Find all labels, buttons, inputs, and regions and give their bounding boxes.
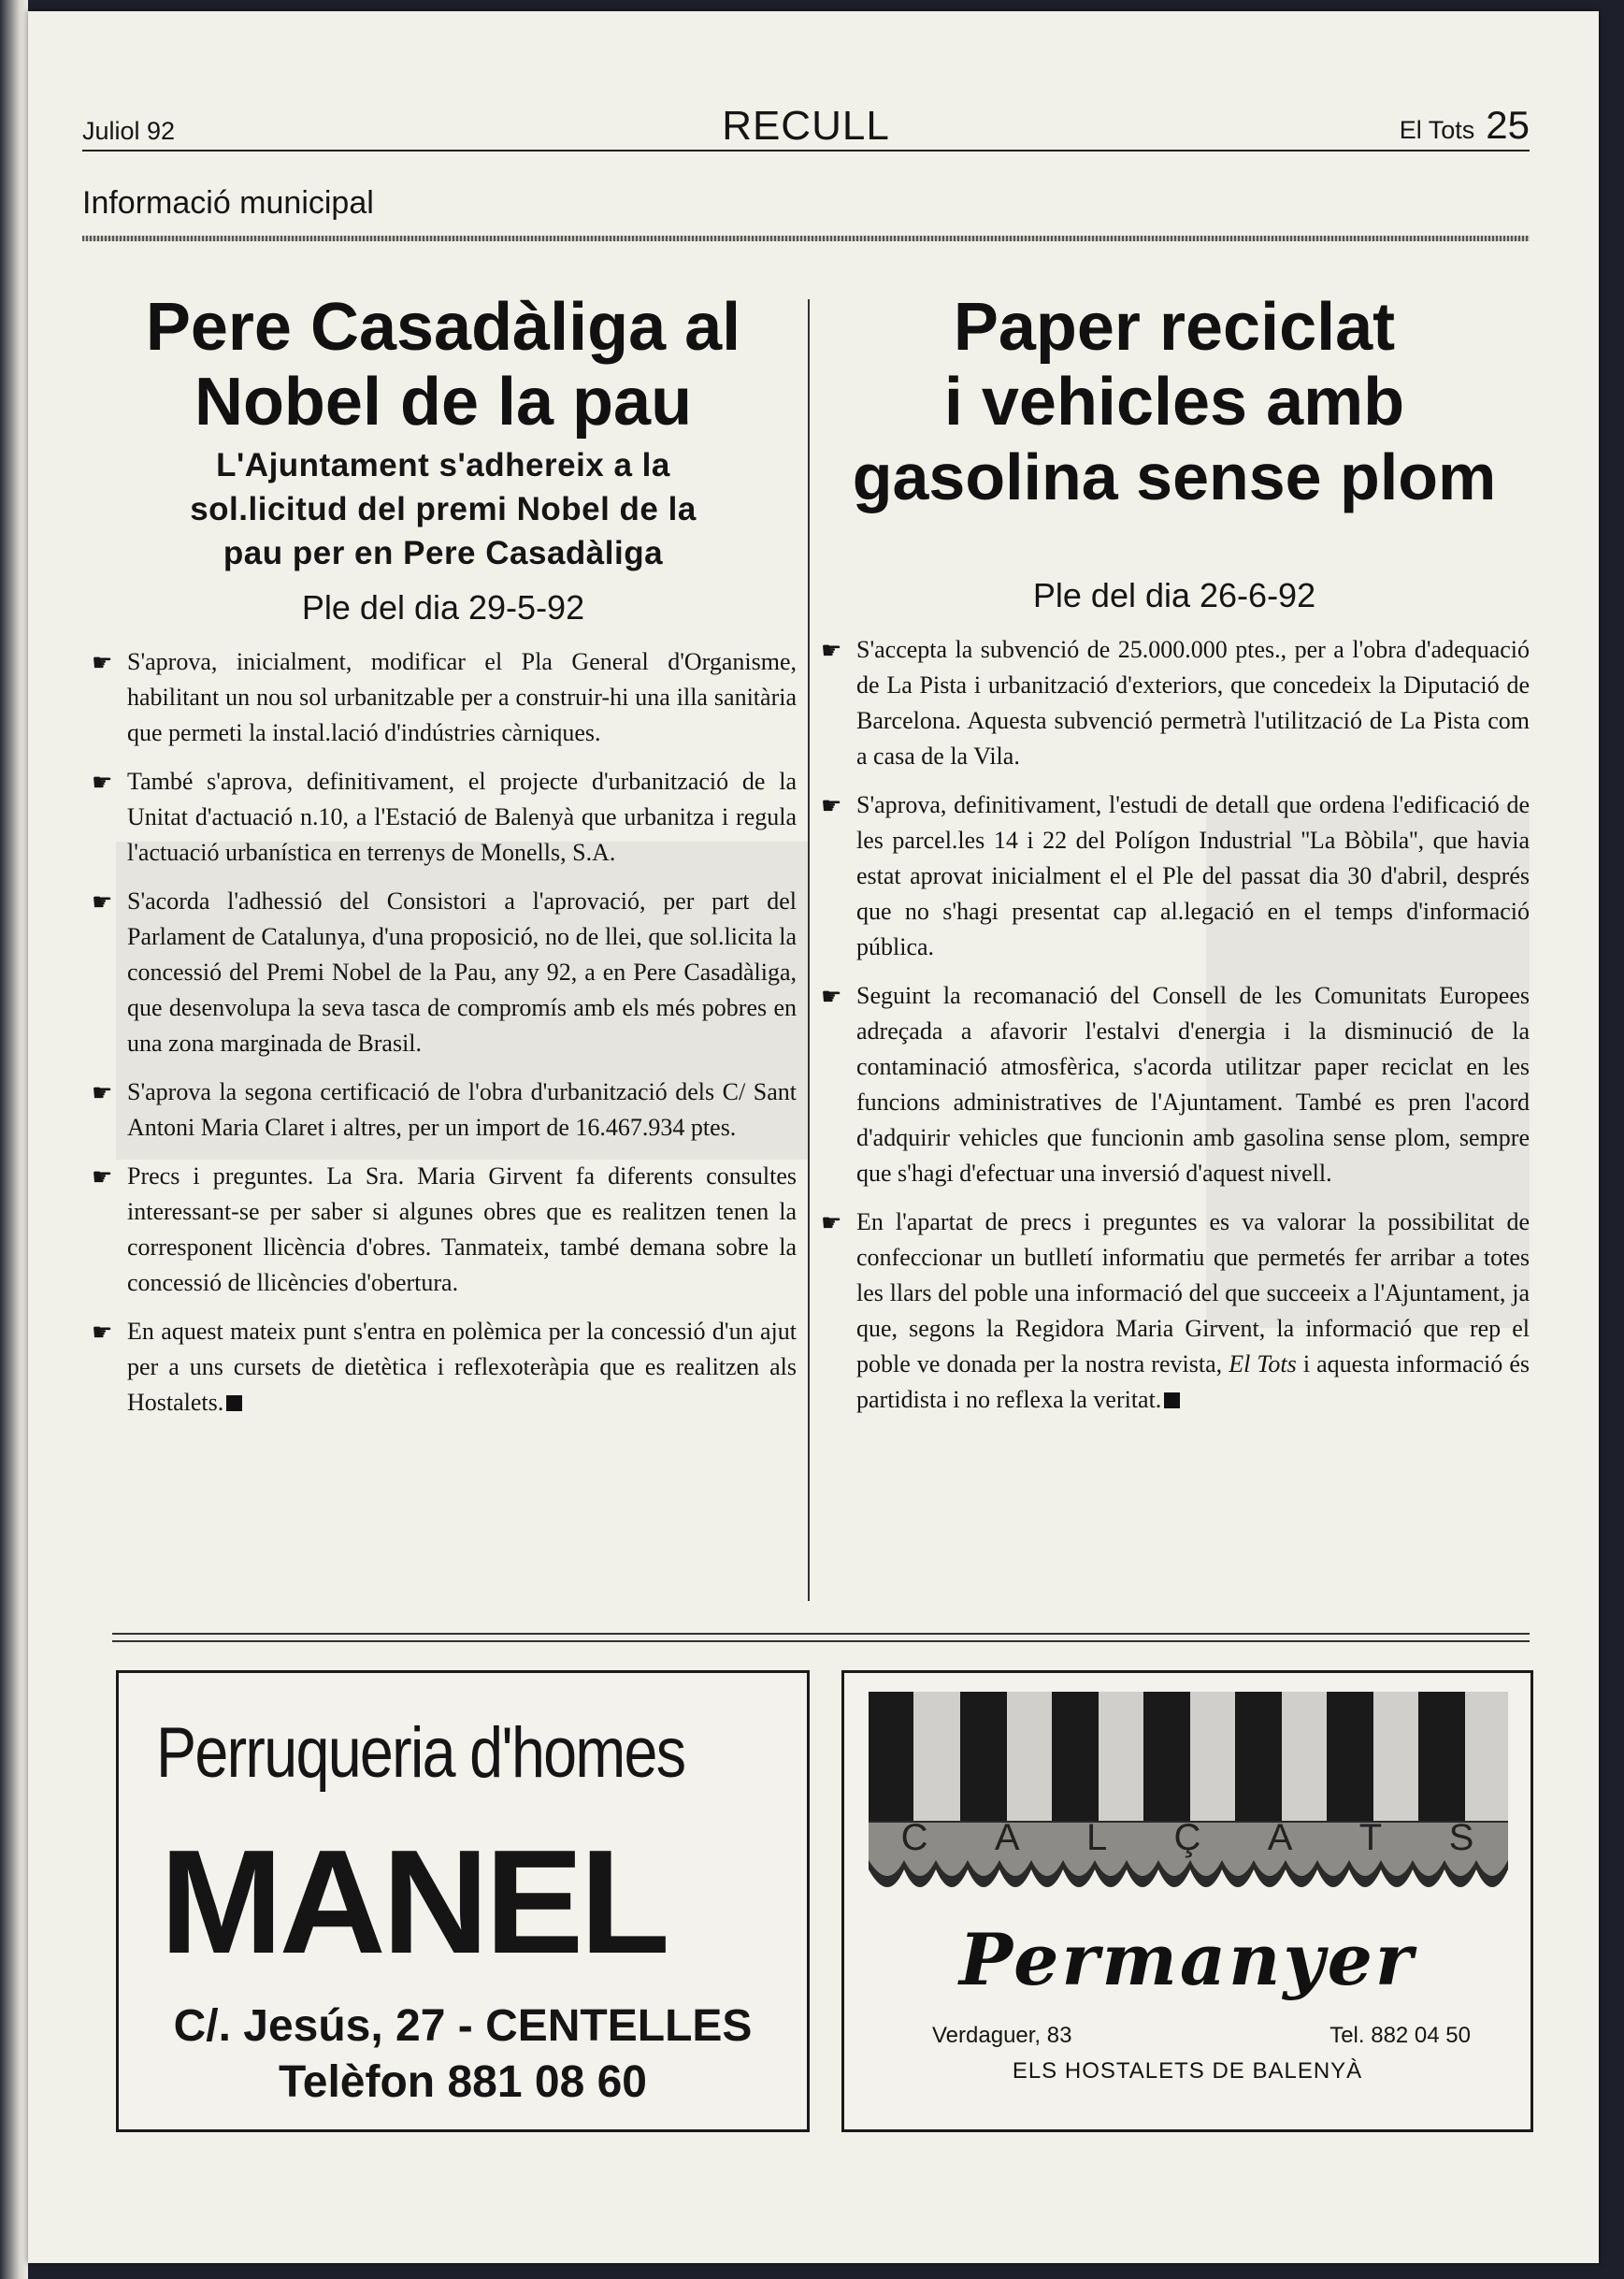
awning-letter: S [1448, 1817, 1476, 1858]
item-text: Precs i preguntes. La Sra. Maria Girvent fa diferents consultes interessant-se per saber si algunes obres que es realitzen tenen la corresponent llicència d'obres. Tanmateix, també demana sobre la concessió de llicències d'obertura. [127, 1162, 797, 1296]
issue-date: Juliol 92 [82, 117, 176, 145]
pointing-hand-icon: ☛ [92, 1163, 113, 1190]
list-item [90, 1314, 797, 1421]
list-item [819, 1204, 1530, 1418]
headline-line: Paper reciclat [953, 290, 1396, 365]
ad-phone: Tel. 882 04 50 [1329, 2023, 1471, 2048]
headline-line: Nobel de la pau [194, 365, 693, 440]
right-headline [819, 290, 1530, 514]
pointing-hand-icon: ☛ [821, 637, 842, 664]
pointing-hand-icon: ☛ [92, 1319, 113, 1346]
item-text: En aquest mateix punt s'entra en polèmica per la concessió d'un ajut per a uns cursets de dietètica i reflexoteràpia que es realitzen als Hostalets. [127, 1318, 797, 1416]
awning-letter: T [1358, 1817, 1385, 1858]
ads-rule [112, 1640, 1530, 1642]
pointing-hand-icon: ☛ [92, 888, 113, 916]
awning-letter: A [1267, 1817, 1295, 1858]
end-square-icon [1164, 1392, 1180, 1408]
pointing-hand-icon: ☛ [821, 792, 842, 819]
publication-name: El Tots [1399, 116, 1475, 144]
headline-line: gasolina sense plom [852, 440, 1497, 513]
ad-address: C/. Jesús, 27 - CENTELLES [173, 2001, 753, 2051]
header-rule [82, 150, 1530, 151]
barber-ad [116, 1670, 810, 2132]
list-item [90, 764, 797, 871]
item-text: S'accepta la subvenció de 25.000.000 ptes., per a l'obra d'adequació de La Pista i urbanització d'exteriors, que concedeix la Diputació de Barcelona. Aquesta subvenció permetrà l'utilització de La Pista com a casa de la Vila. [856, 636, 1530, 770]
item-text: S'acorda l'adhessió del Consistori a l'aprovació, per part del Parlament de Catalunya, d'una proposició, no de llei, que sol.licita la concessió del Premi Nobel de la Pau, any 92, a en Pere Casadàliga, que desenvolupa la seva tasca de compromís amb els més pobres en una zona marginada de Brasil. [127, 887, 797, 1057]
left-session-date: Ple del dia 29-5-92 [301, 588, 585, 627]
item-text: S'aprova la segona certificació de l'obra d'urbanització dels C/ Sant Antoni Maria Claret i altres, per un import de 16.467.934 ptes. [127, 1078, 797, 1141]
pointing-hand-icon: ☛ [92, 769, 113, 796]
pointing-hand-icon: ☛ [92, 649, 113, 676]
list-item [819, 787, 1530, 965]
subhead-line: L'Ajuntament s'adhereix a la [216, 447, 670, 483]
section-title: RECULL [722, 103, 890, 149]
awning-letter: A [994, 1817, 1022, 1858]
ad-address: Verdaguer, 83 [932, 2023, 1072, 2048]
list-item [90, 644, 797, 751]
awning-letter: C [900, 1817, 930, 1858]
shoe-store-ad [841, 1670, 1533, 2132]
item-text: S'aprova, definitivament, l'estudi de detall que ordena l'edificació de les parcel.les 14 i 22 del Polígon Industrial ''La Bòbila'', que havia estat aprovat inicialment el el Ple del passat dia 30 d'abril, després que no s'hagi presentat cap al.legació en el temps d'informació pública. [856, 791, 1530, 960]
pointing-hand-icon: ☛ [92, 1079, 113, 1106]
brand-logo: Permanyer [959, 1918, 1416, 2001]
end-square-icon [226, 1395, 242, 1411]
list-item [90, 1075, 797, 1146]
page-info [1400, 103, 1530, 148]
list-item [819, 978, 1530, 1191]
item-text: i aquesta informació és partidista i no reflexa la veritat. [856, 1350, 1530, 1413]
item-text: S'aprova, inicialment, modificar el Pla General d'Organisme, habilitant un nou sol urbanitzable per a construir-hi una illa sanitària que permeti la instal.lació d'indústries càrniques. [127, 648, 797, 746]
ad-tagline: Perruqueria d'homes [156, 1713, 685, 1793]
headline-line: Pere Casadàliga al [145, 290, 741, 365]
section-label: Informació municipal [82, 185, 374, 221]
item-text: També s'aprova, definitivament, el projecte d'urbanització de la Unitat d'actuació n.10, a l'Estació de Balenyà que urbanitza i regula l'actuació urbanística en terrenys de Monells, S.A. [127, 768, 797, 866]
left-headline [90, 290, 797, 440]
section-rule [82, 236, 1530, 241]
item-text: En l'apartat de precs i preguntes es va valorar la possibilitat de confeccionar un butlletí informatiu que permetés fer arribar a totes les llars del poble una informació del que succeeix a l'Ajuntament, ja que, segons la Regidora Maria Girvent, la informació que rep el poble ve donada per la nostra revista, [856, 1208, 1530, 1377]
left-subhead [90, 443, 797, 575]
ad-business-name: MANEL [160, 1820, 667, 1984]
list-item [819, 632, 1530, 774]
subhead-line: pau per en Pere Casadàliga [223, 535, 664, 571]
left-article [90, 290, 797, 1434]
item-text: Seguint la recomanació del Consell de les Comunitats Europees adreçada a afavorir l'estalvi d'energia i la disminució de la contaminació atmosfèrica, s'acorda utilitzar paper reciclat en les funcions administratives de l'Ajuntament. També es pren l'acord d'adquirir vehicles que funcionin amb gasolina sense plom, sempre que s'hagi d'efectuar una inversió d'aquest nivell. [856, 982, 1530, 1187]
awning-lettering [869, 1817, 1508, 1859]
list-item [90, 884, 797, 1061]
subhead-line: sol.licitud del premi Nobel de la [190, 491, 697, 527]
headline-line: i vehicles amb [943, 365, 1405, 440]
page-number: 25 [1486, 103, 1530, 147]
pointing-hand-icon: ☛ [821, 1209, 842, 1236]
ad-phone: Telèfon 881 08 60 [279, 2057, 647, 2107]
page-header [82, 103, 1530, 150]
ads-rule [112, 1633, 1530, 1635]
awning-letter: Ç [1173, 1817, 1203, 1858]
binding-edge [0, 0, 28, 2279]
right-article [819, 290, 1530, 1431]
awning-letter: L [1085, 1817, 1110, 1858]
pointing-hand-icon: ☛ [821, 983, 842, 1010]
right-session-date: Ple del dia 26-6-92 [1032, 576, 1316, 614]
ad-town: ELS HOSTALETS DE BALENYÀ [1012, 2058, 1363, 2084]
awning-graphic [869, 1692, 1508, 1901]
list-item [90, 1159, 797, 1301]
column-divider [808, 299, 810, 1601]
item-italic-text: El Tots [1229, 1350, 1297, 1377]
